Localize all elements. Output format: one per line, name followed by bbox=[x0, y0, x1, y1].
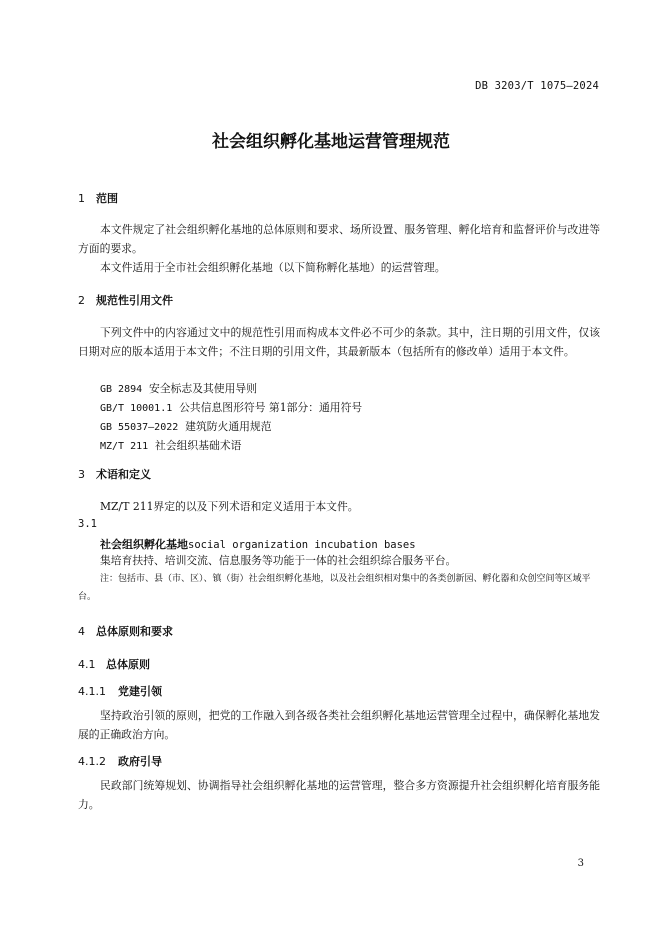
section-number: 3 bbox=[78, 468, 85, 481]
section-4-1-1-heading bbox=[78, 683, 162, 699]
reference-title: 安全标志及其使用导则 bbox=[149, 382, 257, 395]
term-english: social organization incubation bases bbox=[188, 539, 416, 551]
section-title: 政府引导 bbox=[118, 755, 162, 768]
reference-item bbox=[100, 419, 272, 434]
section-title: 党建引领 bbox=[118, 685, 162, 698]
section-1-heading bbox=[78, 190, 118, 206]
section-number: 4 bbox=[78, 625, 85, 638]
reference-title: 建筑防火通用规范 bbox=[185, 420, 272, 433]
section-title: 总体原则和要求 bbox=[96, 625, 173, 638]
section-3-heading bbox=[78, 466, 151, 482]
section-4-1-heading bbox=[78, 656, 150, 672]
reference-item bbox=[100, 381, 257, 396]
document-title: 社会组织孵化基地运营管理规范 bbox=[212, 132, 450, 152]
section-2-heading bbox=[78, 292, 173, 308]
reference-title: 公共信息图形符号 第1部分：通用符号 bbox=[179, 401, 363, 414]
section-title: 总体原则 bbox=[106, 658, 150, 671]
term-entry bbox=[100, 536, 416, 552]
page-number: 3 bbox=[577, 858, 584, 869]
section-4-1-2-heading bbox=[78, 753, 162, 769]
section-number: 1 bbox=[78, 192, 85, 205]
section-number: 4.1 bbox=[78, 658, 96, 671]
section-4-1-2-paragraph: 民政部门统筹规划、协调指导社会组织孵化基地的运营管理，整合多方资源提升社会组织孵化培育服务能力。 bbox=[78, 779, 600, 811]
term-chinese: 社会组织孵化基地 bbox=[100, 538, 188, 551]
section-1-paragraph-2: 本文件适用于全市社会组织孵化基地（以下简称孵化基地）的运营管理。 bbox=[100, 261, 446, 274]
section-title: 术语和定义 bbox=[96, 468, 151, 481]
term-number: 3.1 bbox=[78, 518, 97, 530]
section-number: 4.1.1 bbox=[78, 685, 106, 698]
reference-code: GB 55037—2022 bbox=[100, 422, 179, 433]
section-title: 范围 bbox=[96, 192, 118, 205]
reference-code: GB 2894 bbox=[100, 384, 143, 395]
reference-code: GB/T 10001.1 bbox=[100, 403, 173, 414]
section-1-paragraph-1: 本文件规定了社会组织孵化基地的总体原则和要求、场所设置、服务管理、孵化培育和监督评价与改进等方面的要求。 bbox=[78, 223, 600, 255]
reference-code: MZ/T 211 bbox=[100, 441, 149, 452]
reference-item bbox=[100, 400, 362, 415]
term-note: 注：包括市、县（市、区）、镇（街）社会组织孵化基地，以及社会组织相对集中的各类创新园、孵化器和众创空间等区域平台。 bbox=[78, 574, 591, 602]
section-4-1-1-paragraph: 坚持政治引领的原则，把党的工作融入到各级各类社会组织孵化基地运营管理全过程中，确保孵化基地发展的正确政治方向。 bbox=[78, 709, 600, 741]
section-2-paragraph-1: 下列文件中的内容通过文中的规范性引用而构成本文件必不可少的条款。其中，注日期的引用文件，仅该日期对应的版本适用于本文件；不注日期的引用文件，其最新版本（包括所有的修改单）适用于本文件。 bbox=[78, 326, 600, 358]
section-title: 规范性引用文件 bbox=[96, 294, 173, 307]
section-3-paragraph-1: MZ/T 211界定的以及下列术语和定义适用于本文件。 bbox=[100, 500, 359, 513]
term-definition: 集培育扶持、培训交流、信息服务等功能于一体的社会组织综合服务平台。 bbox=[100, 554, 457, 567]
document-number: DB 3203/T 1075—2024 bbox=[475, 80, 599, 92]
section-4-heading bbox=[78, 623, 173, 639]
section-number: 2 bbox=[78, 294, 85, 307]
reference-item bbox=[100, 438, 241, 453]
reference-title: 社会组织基础术语 bbox=[155, 439, 242, 452]
section-number: 4.1.2 bbox=[78, 755, 106, 768]
